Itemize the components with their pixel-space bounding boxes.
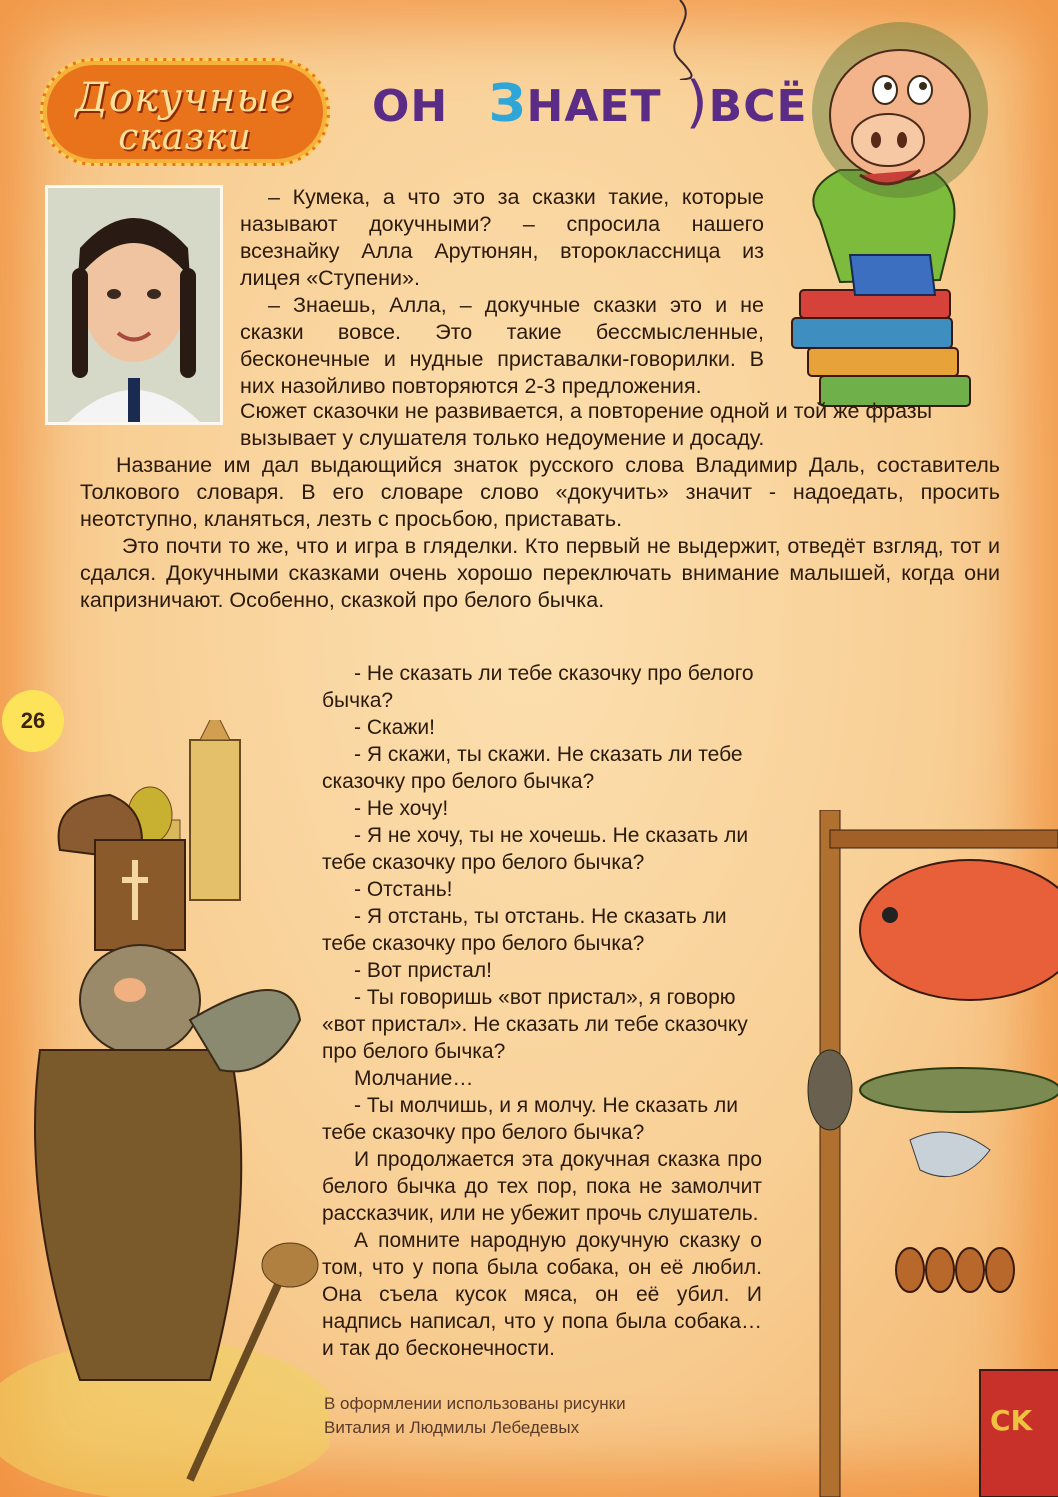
intro-paragraph: – Кумека, а что это за сказки такие, которые называют докучными? – спросила нашего всезнайку Алла Арутюнян, второклассница из лицея «Ступени». — [240, 185, 764, 290]
body-text — [80, 452, 1000, 614]
dialog-line: - Скажи! — [354, 716, 435, 739]
title-word-on: ОН — [372, 81, 449, 132]
dialog-line: - Я отстань, ты отстань. Не сказать ли тебе сказочку про белого бычка? — [322, 905, 727, 955]
dialog-line: - Ты говоришь «вот пристал», я говорю «вот пристал». Не сказать ли тебе сказочку про белого бычка? — [322, 986, 748, 1063]
badge-title-line1: Докучные — [75, 75, 295, 121]
body-paragraph: Это почти то же, что и игра в гляделки. Кто первый не выдержит, отведёт взгляд, тот и сдался. Докучными сказками очень хорошо переключать внимание малышей, когда они капризничают. Особенно, сказкой про белого бычка. — [80, 534, 1000, 612]
dialog-line: - Ты молчишь, и я молчу. Не сказать ли тебе сказочку про белого бычка? — [322, 1094, 738, 1144]
dialog-line: - Я скажи, ты скажи. Не сказать ли тебе сказочку про белого бычка? — [322, 743, 743, 793]
body-continuation — [240, 398, 1000, 452]
dialog-line: Молчание… — [354, 1067, 474, 1090]
intro-paragraph: – Знаешь, Алла, – докучные сказки это и не сказки вовсе. Это такие бессмысленные, бесконечные и нудные приставалки-говорилки. В них назойливо повторяются 2-3 предложения. — [240, 293, 764, 398]
section-badge — [40, 58, 330, 166]
credits — [324, 1392, 626, 1440]
title-balloon-letter: З — [488, 74, 527, 134]
page-title — [372, 70, 808, 135]
paren-decoration: ) — [685, 70, 709, 135]
badge-title-line2: сказки — [118, 117, 252, 158]
dialog-line: - Я не хочу, ты не хочешь. Не сказать ли тебе сказочку про белого бычка? — [322, 824, 749, 874]
dialog-line: - Отстань! — [354, 878, 453, 901]
intro-text — [240, 184, 764, 400]
credits-line: Виталия и Людмилы Лебедевых — [324, 1418, 580, 1437]
dialog-line: А помните народную докучную сказку о том, что у попа была собака, он её любил. Она съела кусок мяса, он её убил. И надпись написал, что у попа была собака… и так до бесконечности. — [322, 1229, 762, 1360]
body-paragraph: Название им дал выдающийся знаток русского слова Владимир Даль, составитель Толкового словаря. В его словаре слово «докучить» значит - надоедать, просить неотступно, кланяться, лезть с просьбою, приставать. — [80, 453, 1000, 531]
title-word-all: ВСЁ — [708, 81, 808, 132]
kumeka-character-illustration — [780, 20, 1020, 420]
page-number: 26 — [2, 690, 64, 752]
dialog-line: - Не сказать ли тебе сказочку про белого бычка? — [322, 662, 754, 712]
dialog-line: - Вот пристал! — [354, 959, 492, 982]
girl-photo — [48, 188, 220, 422]
dialog-text — [322, 660, 782, 1362]
balloon-string-icon — [650, 0, 710, 80]
svg-text:CK: CK — [990, 1404, 1033, 1437]
dialog-line: - Не хочу! — [354, 797, 449, 820]
dialog-line: И продолжается эта докучная сказка про белого бычка до тех пор, пока не замолчит рассказчик, или не убежит прочь слушатель. — [322, 1148, 762, 1225]
body-paragraph: Сюжет сказочки не развивается, а повторение одной и той же фразы вызывает у слушателя только недоумение и досаду. — [240, 399, 933, 450]
priest-with-dog-illustration — [0, 720, 330, 1497]
credits-line: В оформлении использованы рисунки — [324, 1394, 626, 1413]
abacus-fish-illustration — [790, 810, 1058, 1497]
title-word-knows: НАЕТ — [526, 81, 662, 132]
